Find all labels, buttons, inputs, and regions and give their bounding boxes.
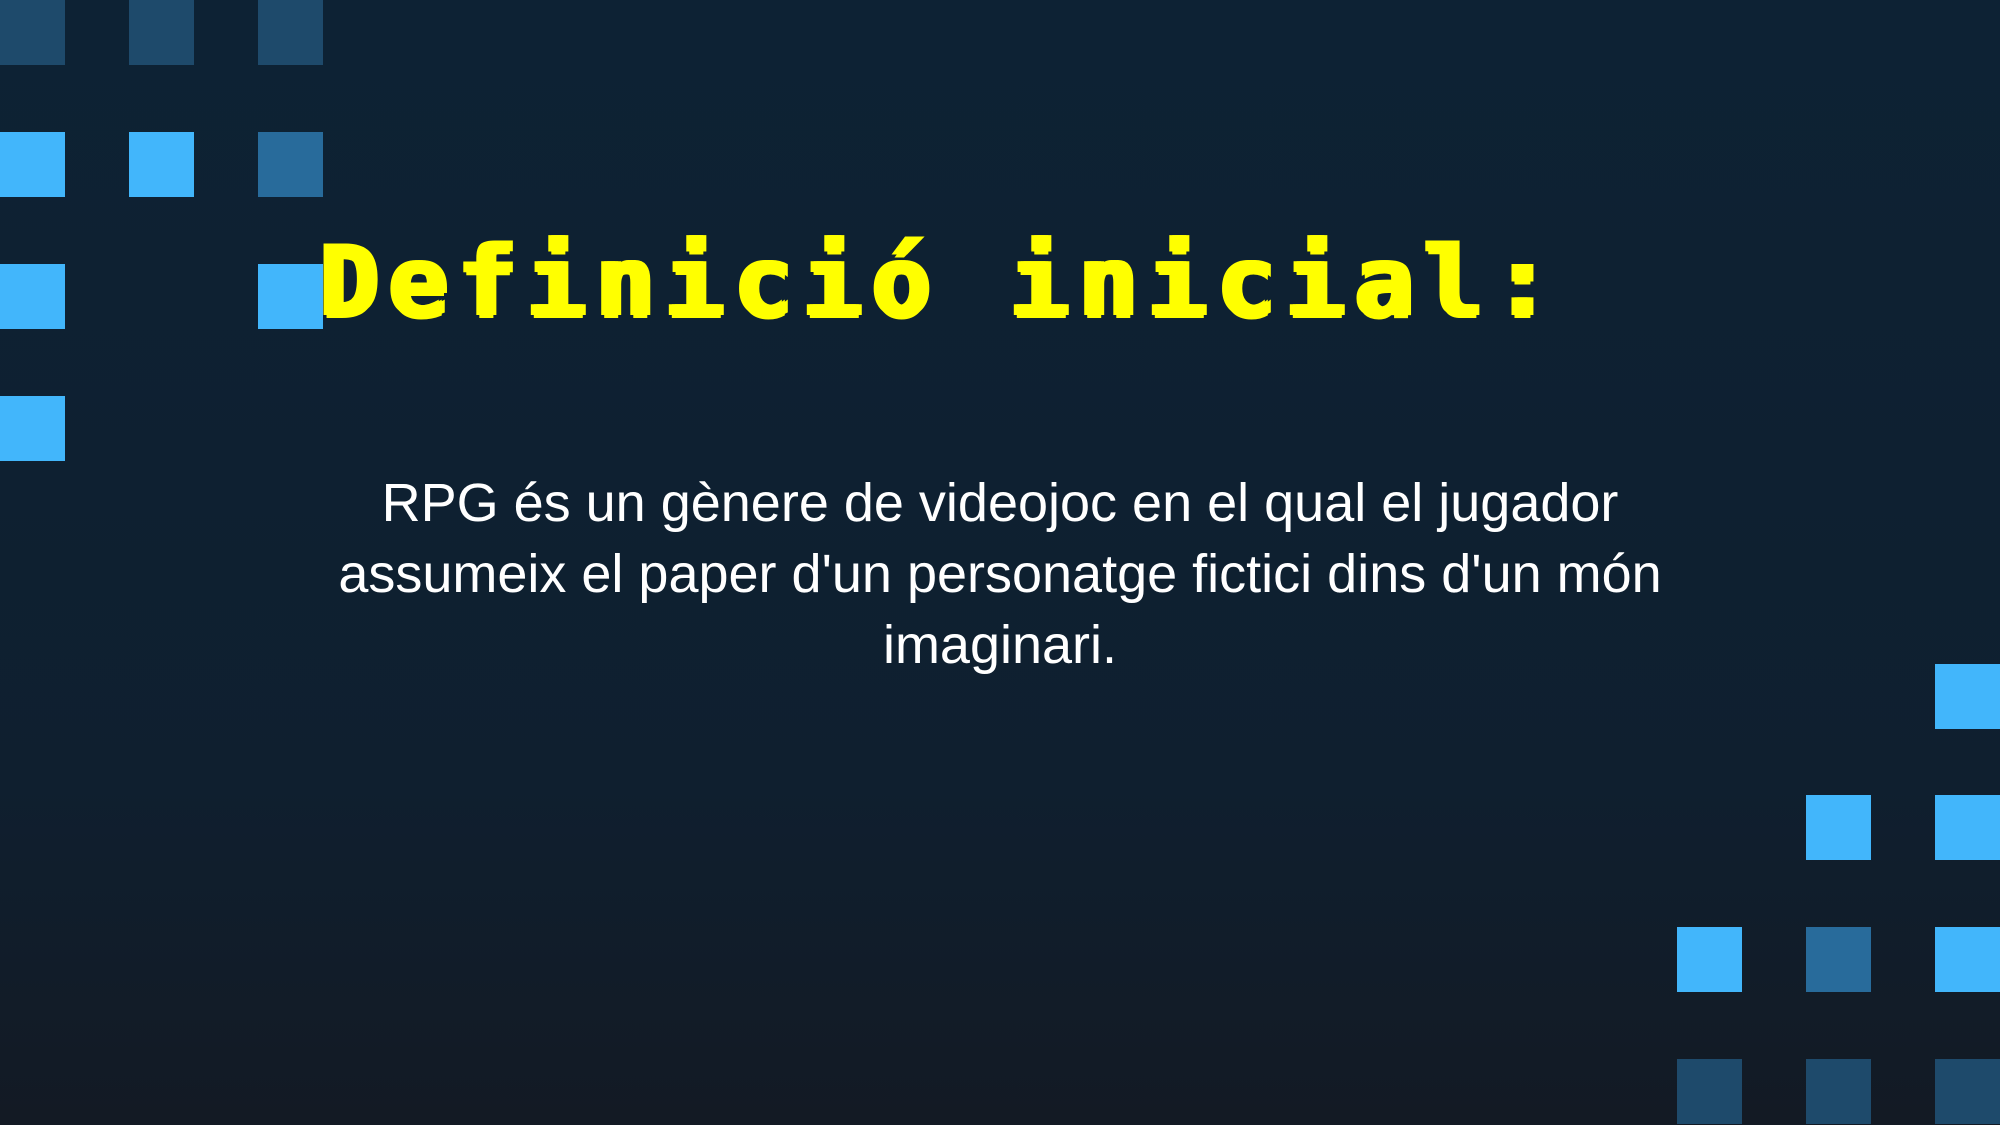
slide-body-text: RPG és un gènere de videojoc en el qual el jugador assumeix el paper d'un personatge fictici dins d'un món imaginari. xyxy=(338,473,1662,675)
decor-square xyxy=(1677,927,1742,992)
decor-square xyxy=(1806,1059,1871,1124)
decor-square xyxy=(0,396,65,461)
decor-square xyxy=(258,132,323,197)
decor-square xyxy=(1935,664,2000,729)
decor-square xyxy=(0,264,65,329)
decor-square xyxy=(1806,795,1871,860)
decor-square xyxy=(1806,927,1871,992)
decor-square xyxy=(0,0,65,65)
decor-square xyxy=(129,132,194,197)
decor-square xyxy=(1935,1059,2000,1124)
decor-square xyxy=(129,0,194,65)
decor-square xyxy=(1935,927,2000,992)
decor-square xyxy=(258,264,323,329)
decor-square xyxy=(258,0,323,65)
decor-square xyxy=(1677,1059,1742,1124)
decor-square xyxy=(1935,795,2000,860)
decor-square xyxy=(0,132,65,197)
slide-title: Definició inicial: xyxy=(320,225,1563,339)
